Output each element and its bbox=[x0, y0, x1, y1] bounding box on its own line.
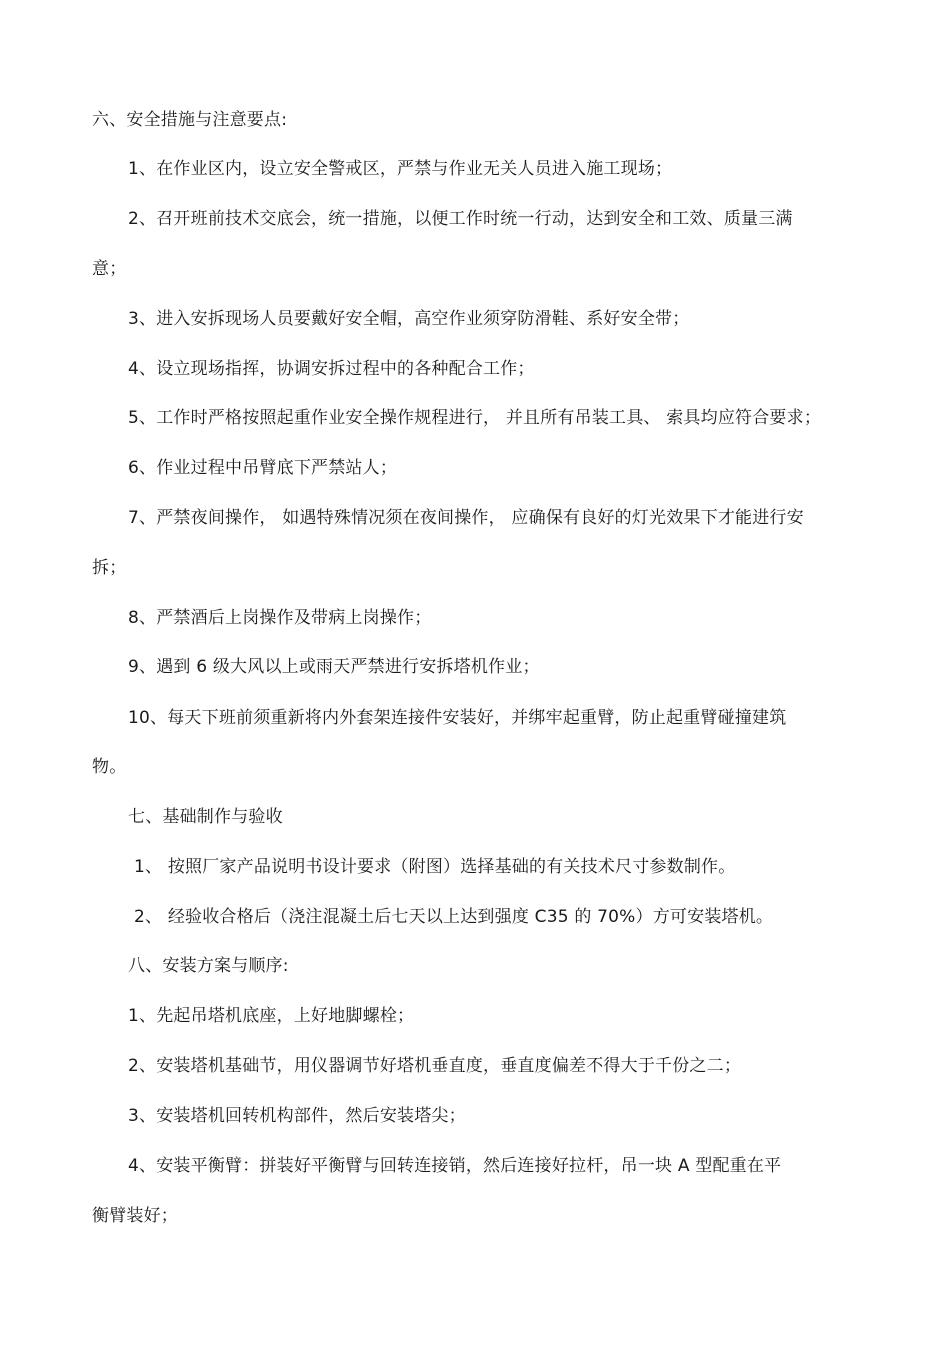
paragraph-line: 2、召开班前技术交底会，统一措施，以便工作时统一行动，达到安全和工效、质量三满 bbox=[128, 209, 793, 229]
paragraph-line: 1、 按照厂家产品说明书设计要求（附图）选择基础的有关技术尺寸参数制作。 bbox=[134, 857, 736, 877]
paragraph-line: 1、先起吊塔机底座，上好地脚螺栓； bbox=[128, 1006, 415, 1026]
paragraph-line: 拆； bbox=[92, 558, 127, 578]
paragraph-line: 1、在作业区内，设立安全警戒区，严禁与作业无关人员进入施工现场； bbox=[128, 159, 673, 179]
paragraph-line: 2、安装塔机基础节，用仪器调节好塔机垂直度，垂直度偏差不得大于千份之二； bbox=[128, 1056, 742, 1076]
paragraph-line: 10、每天下班前须重新将内外套架连接件安装好，并绑牢起重臂，防止起重臂碰撞建筑 bbox=[128, 708, 787, 728]
paragraph-line: 衡臂装好； bbox=[92, 1206, 178, 1226]
section-heading-installation: 八、安装方案与顺序: bbox=[128, 956, 289, 976]
paragraph-line: 7、严禁夜间操作， 如遇特殊情况须在夜间操作， 应确保有良好的灯光效果下才能进行安 bbox=[128, 508, 804, 528]
paragraph-line: 物。 bbox=[92, 757, 127, 777]
paragraph-line: 9、遇到 6 级大风以上或雨天严禁进行安拆塔机作业； bbox=[128, 657, 540, 677]
paragraph-line: 6、作业过程中吊臂底下严禁站人； bbox=[128, 458, 398, 478]
section-heading-foundation: 七、基础制作与验收 bbox=[128, 807, 283, 827]
paragraph-line: 2、 经验收合格后（浇注混凝土后七天以上达到强度 C35 的 70%）方可安装塔机。 bbox=[134, 907, 774, 927]
paragraph-line: 意； bbox=[92, 259, 127, 279]
paragraph-line: 3、安装塔机回转机构部件，然后安装塔尖； bbox=[128, 1106, 466, 1126]
paragraph-line: 4、设立现场指挥，协调安拆过程中的各种配合工作； bbox=[128, 359, 535, 379]
paragraph-line: 3、进入安拆现场人员要戴好安全帽，高空作业须穿防滑鞋、系好安全带； bbox=[128, 309, 690, 329]
section-heading-safety: 六、安全措施与注意要点: bbox=[92, 110, 288, 130]
paragraph-line: 5、工作时严格按照起重作业安全操作规程进行， 并且所有吊装工具、 索具均应符合要求； bbox=[128, 408, 822, 428]
paragraph-line: 8、严禁酒后上岗操作及带病上岗操作； bbox=[128, 608, 432, 628]
paragraph-line: 4、安装平衡臂：拼装好平衡臂与回转连接销，然后连接好拉杆，吊一块 A 型配重在平 bbox=[128, 1156, 782, 1176]
